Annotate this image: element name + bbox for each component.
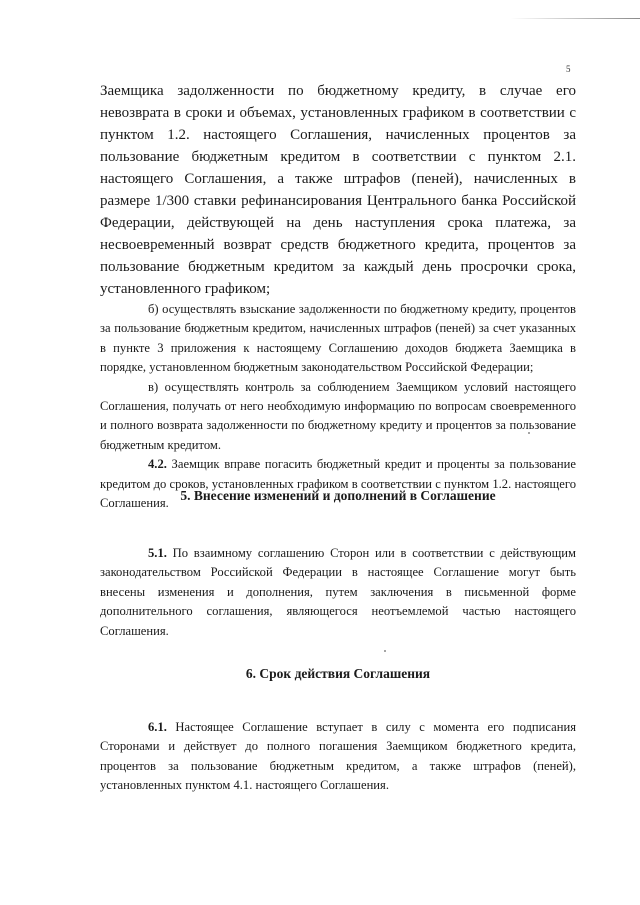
section-6-heading: 6. Срок действия Соглашения (245, 666, 431, 681)
paragraph-6-1 (100, 718, 576, 796)
clause-text: Настоящее Соглашение вступает в силу с момента его подписания Сторонами и действует до полного погашения Заемщиком бюджетного кредита, процентов за пользование бюджетным кредитом, а также штрафов (пеней), установленных пунктом 4.1. настоящего Соглашения. (100, 720, 576, 793)
paragraph-continuation: Заемщика задолженности по бюджетному кредиту, в случае его невозврата в сроки и объемах, установленных графиком в соответствии с пунктом 1.2. настоящего Соглашения, начисленных процентов за пользование бюджетным кредитом в соответствии с пунктом 2.1. настоящего Соглашения, а также штрафов (пеней), начисленных в размере 1/300 ставки рефинансирования Центрального банка Российской Федерации, действующей на день наступления срока платежа, за несвоевременный возврат средств бюджетного кредита, процентов за пользование бюджетным кредитом за каждый день просрочки срока, установленного графиком; (100, 83, 576, 297)
page-number: 5 (566, 64, 571, 74)
clause-number: 6.1. (148, 720, 167, 734)
paragraph-4-2 (100, 455, 576, 513)
clause-number: 5.1. (148, 546, 167, 560)
section-5-body (100, 544, 576, 641)
paragraph-item-v: в) осуществлять контроль за соблюдением Заемщиком условий настоящего Соглашения, получать от него необходимую информацию по вопросам своевременного и полного возврата задолженности по бюджетному кредиту и процентов за пользование бюджетным кредитом. (100, 379, 576, 452)
scan-speck (528, 432, 530, 434)
section-5-heading: 5. Внесение изменений и дополнений в Соглашение (180, 488, 496, 503)
section-6-body (100, 718, 576, 796)
paragraph-5-1 (100, 544, 576, 641)
clause-text: По взаимному соглашению Сторон или в соответствии с действующим законодательством Российской Федерации в настоящее Соглашение могут быть внесены изменения и дополнения, путем заключения в письменной форме дополнительного соглашения, являющегося неотъемлемой частью настоящего Соглашения. (100, 546, 576, 638)
clause-number: 4.2. (148, 457, 167, 472)
scan-edge-line (510, 18, 640, 19)
document-body (100, 80, 576, 513)
paragraph-item-b: б) осуществлять взыскание задолженности по бюджетному кредиту, процентов за пользование бюджетным кредитом, начисленных штрафов (пеней) за счет указанных в пункте 3 приложения к настоящему Соглашению доходов бюджета Заемщика в порядке, установленном бюджетным законодательством Российской Федерации; (100, 302, 576, 375)
clause-text: Заемщик вправе погасить бюджетный кредит и проценты за пользование кредитом до сроков, установленных графиком в соответствии с пунктом 1.2. настоящего Соглашения. (100, 457, 576, 511)
scan-speck (384, 650, 386, 652)
